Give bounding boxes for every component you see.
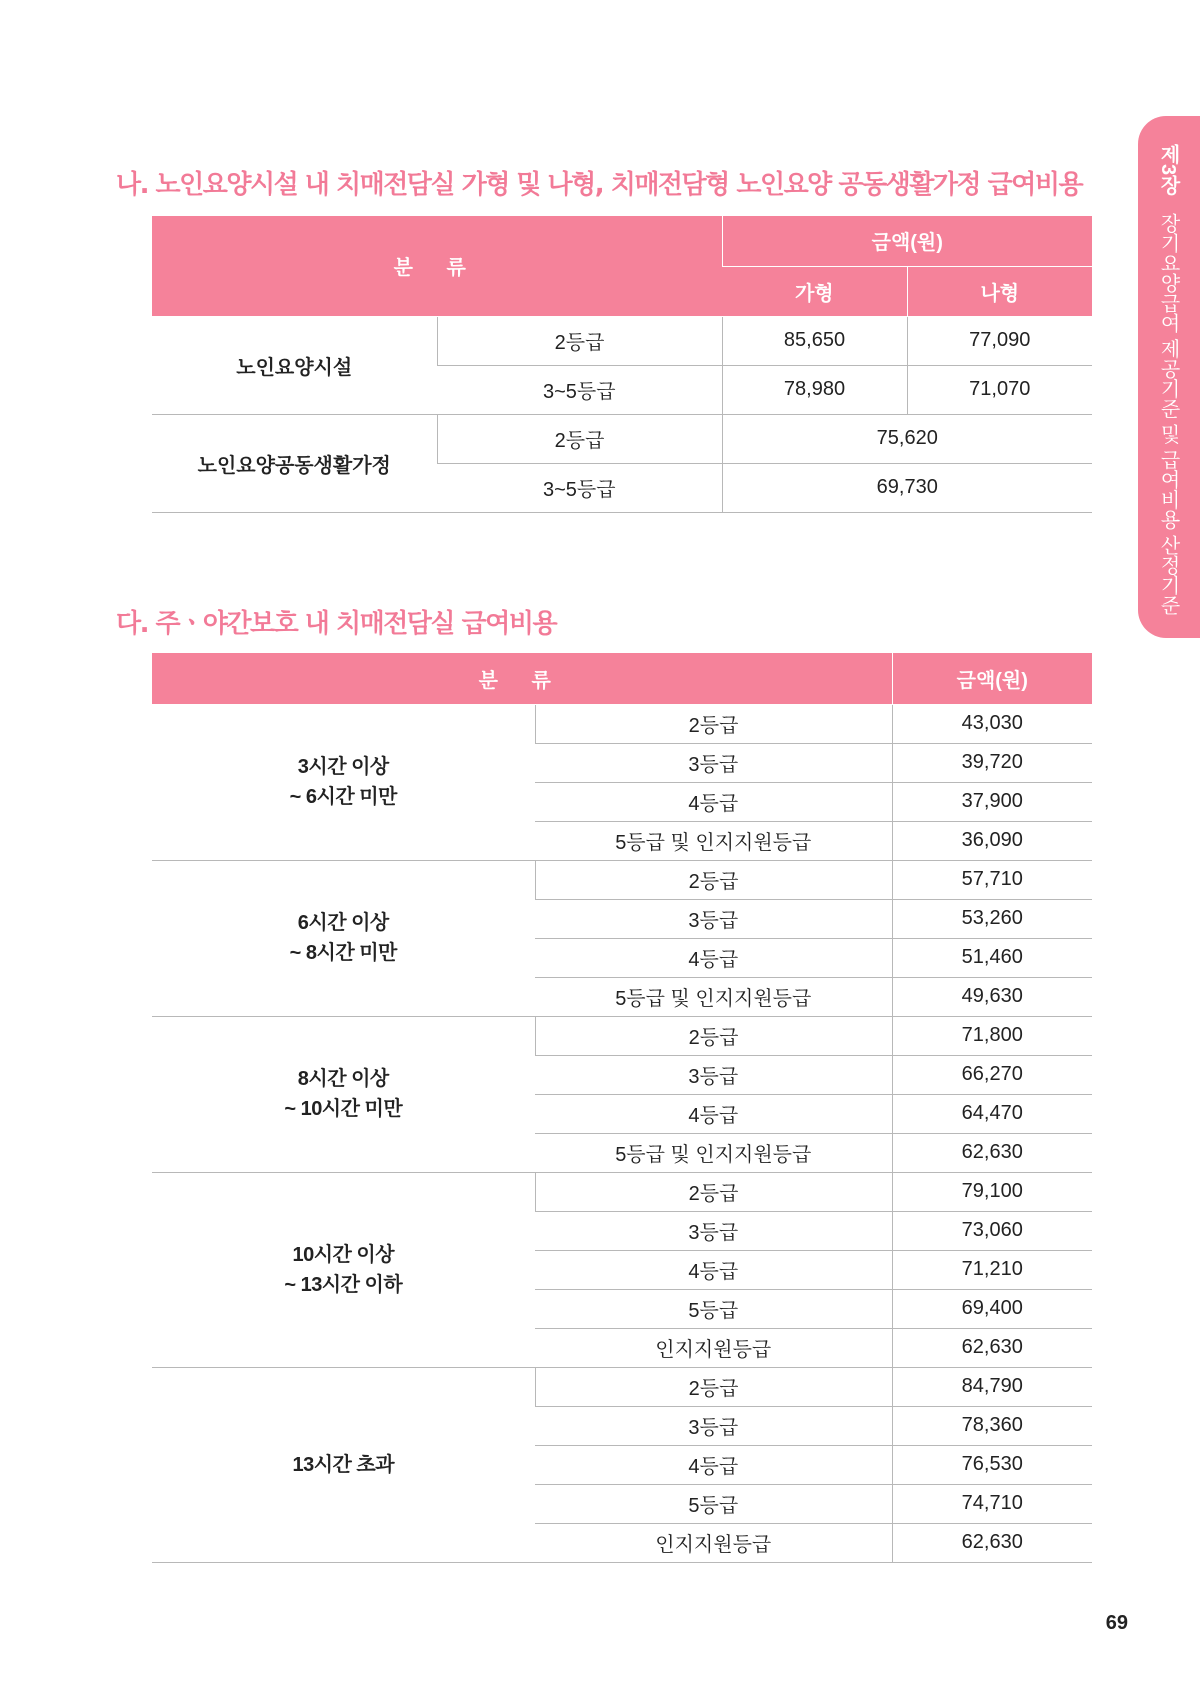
grade-cell: 3등급	[535, 1055, 892, 1094]
amount-type-b: 71,070	[907, 365, 1092, 414]
grade-cell: 3~5등급	[437, 463, 722, 512]
table-row	[152, 316, 1092, 365]
amount-cell: 53,260	[892, 899, 1092, 938]
table-row	[152, 1172, 1092, 1211]
grade-cell: 5등급 및 인지지원등급	[535, 1133, 892, 1172]
amount-cell: 74,710	[892, 1484, 1092, 1523]
grade-cell: 5등급	[535, 1289, 892, 1328]
facility-label: 노인요양공동생활가정	[152, 414, 437, 512]
grade-cell: 3등급	[535, 1211, 892, 1250]
header-amount: 금액(원)	[722, 216, 1092, 266]
table-row	[152, 1016, 1092, 1055]
grade-cell: 4등급	[535, 938, 892, 977]
amount-cell: 39,720	[892, 743, 1092, 782]
grade-cell: 4등급	[535, 1094, 892, 1133]
table-row	[152, 704, 1092, 743]
grade-cell: 5등급 및 인지지원등급	[535, 977, 892, 1016]
amount-cell: 71,800	[892, 1016, 1092, 1055]
header-type-a: 가형	[722, 266, 907, 316]
chapter-title: 장기요양급여 제공기준 및 급여비용 산정기준	[1157, 212, 1179, 615]
amount-cell: 51,460	[892, 938, 1092, 977]
grade-cell: 2등급	[437, 316, 722, 365]
grade-cell: 4등급	[535, 1445, 892, 1484]
chapter-side-tab	[1138, 116, 1200, 638]
header-type-b: 나형	[907, 266, 1092, 316]
amount-cell: 62,630	[892, 1133, 1092, 1172]
page-number: 69	[1105, 1612, 1128, 1634]
grade-cell: 2등급	[535, 704, 892, 743]
table-na	[152, 216, 1092, 513]
chapter-number: 제3장	[1157, 144, 1179, 196]
duration-label	[152, 1016, 535, 1172]
duration-label	[152, 1367, 535, 1562]
duration-label-line1: 10시간 이상	[292, 1243, 395, 1266]
header-category: 분 류	[152, 216, 722, 316]
duration-label	[152, 1172, 535, 1367]
duration-label-line2: ~ 13시간 이하	[284, 1273, 403, 1296]
grade-cell: 인지지원등급	[535, 1523, 892, 1562]
grade-cell: 2등급	[535, 860, 892, 899]
amount-cell: 78,360	[892, 1406, 1092, 1445]
amount-cell: 36,090	[892, 821, 1092, 860]
amount-type-a: 85,650	[722, 316, 907, 365]
amount-cell: 57,710	[892, 860, 1092, 899]
amount-cell: 49,630	[892, 977, 1092, 1016]
amount-type-a: 78,980	[722, 365, 907, 414]
amount-cell: 73,060	[892, 1211, 1092, 1250]
amount-cell: 43,030	[892, 704, 1092, 743]
header-category: 분 류	[152, 653, 892, 704]
duration-label-line1: 3시간 이상	[297, 756, 389, 778]
facility-label: 노인요양시설	[152, 316, 437, 414]
header-amount: 금액(원)	[892, 653, 1092, 704]
duration-label	[152, 704, 535, 860]
grade-cell: 5등급 및 인지지원등급	[535, 821, 892, 860]
amount-cell: 66,270	[892, 1055, 1092, 1094]
amount-cell: 62,630	[892, 1523, 1092, 1562]
grade-cell: 3등급	[535, 1406, 892, 1445]
chapter-side-label	[1154, 144, 1183, 615]
duration-label-line1: 6시간 이상	[297, 912, 389, 934]
amount-cell: 84,790	[892, 1367, 1092, 1406]
duration-label-line2: ~ 10시간 미만	[284, 1098, 403, 1120]
grade-cell: 5등급	[535, 1484, 892, 1523]
grade-cell: 2등급	[535, 1016, 892, 1055]
duration-label-line1: 8시간 이상	[297, 1068, 389, 1090]
section-na-title: 나. 노인요양시설 내 치매전담실 가형 및 나형, 치매전담형 노인요양 공동생활가정 급여비용	[116, 170, 1083, 200]
duration-label-line2: ~ 8시간 미만	[289, 942, 397, 964]
amount-cell: 64,470	[892, 1094, 1092, 1133]
amount-cell: 71,210	[892, 1250, 1092, 1289]
grade-cell: 3~5등급	[437, 365, 722, 414]
grade-cell: 인지지원등급	[535, 1328, 892, 1367]
grade-cell: 4등급	[535, 782, 892, 821]
grade-cell: 2등급	[437, 414, 722, 463]
grade-cell: 4등급	[535, 1250, 892, 1289]
amount-cell: 76,530	[892, 1445, 1092, 1484]
section-da-title: 다. 주ㆍ야간보호 내 치매전담실 급여비용	[116, 609, 557, 639]
duration-label-line1: 13시간 초과	[292, 1453, 395, 1476]
table-row	[152, 414, 1092, 463]
amount-cell: 37,900	[892, 782, 1092, 821]
grade-cell: 3등급	[535, 899, 892, 938]
table-da	[152, 653, 1092, 1563]
table-row	[152, 860, 1092, 899]
duration-label-line2: ~ 6시간 미만	[289, 786, 397, 808]
table-row	[152, 1367, 1092, 1406]
amount-merged: 75,620	[722, 414, 1092, 463]
amount-cell: 79,100	[892, 1172, 1092, 1211]
amount-cell: 62,630	[892, 1328, 1092, 1367]
amount-merged: 69,730	[722, 463, 1092, 512]
grade-cell: 2등급	[535, 1367, 892, 1406]
grade-cell: 3등급	[535, 743, 892, 782]
duration-label	[152, 860, 535, 1016]
amount-type-b: 77,090	[907, 316, 1092, 365]
grade-cell: 2등급	[535, 1172, 892, 1211]
amount-cell: 69,400	[892, 1289, 1092, 1328]
